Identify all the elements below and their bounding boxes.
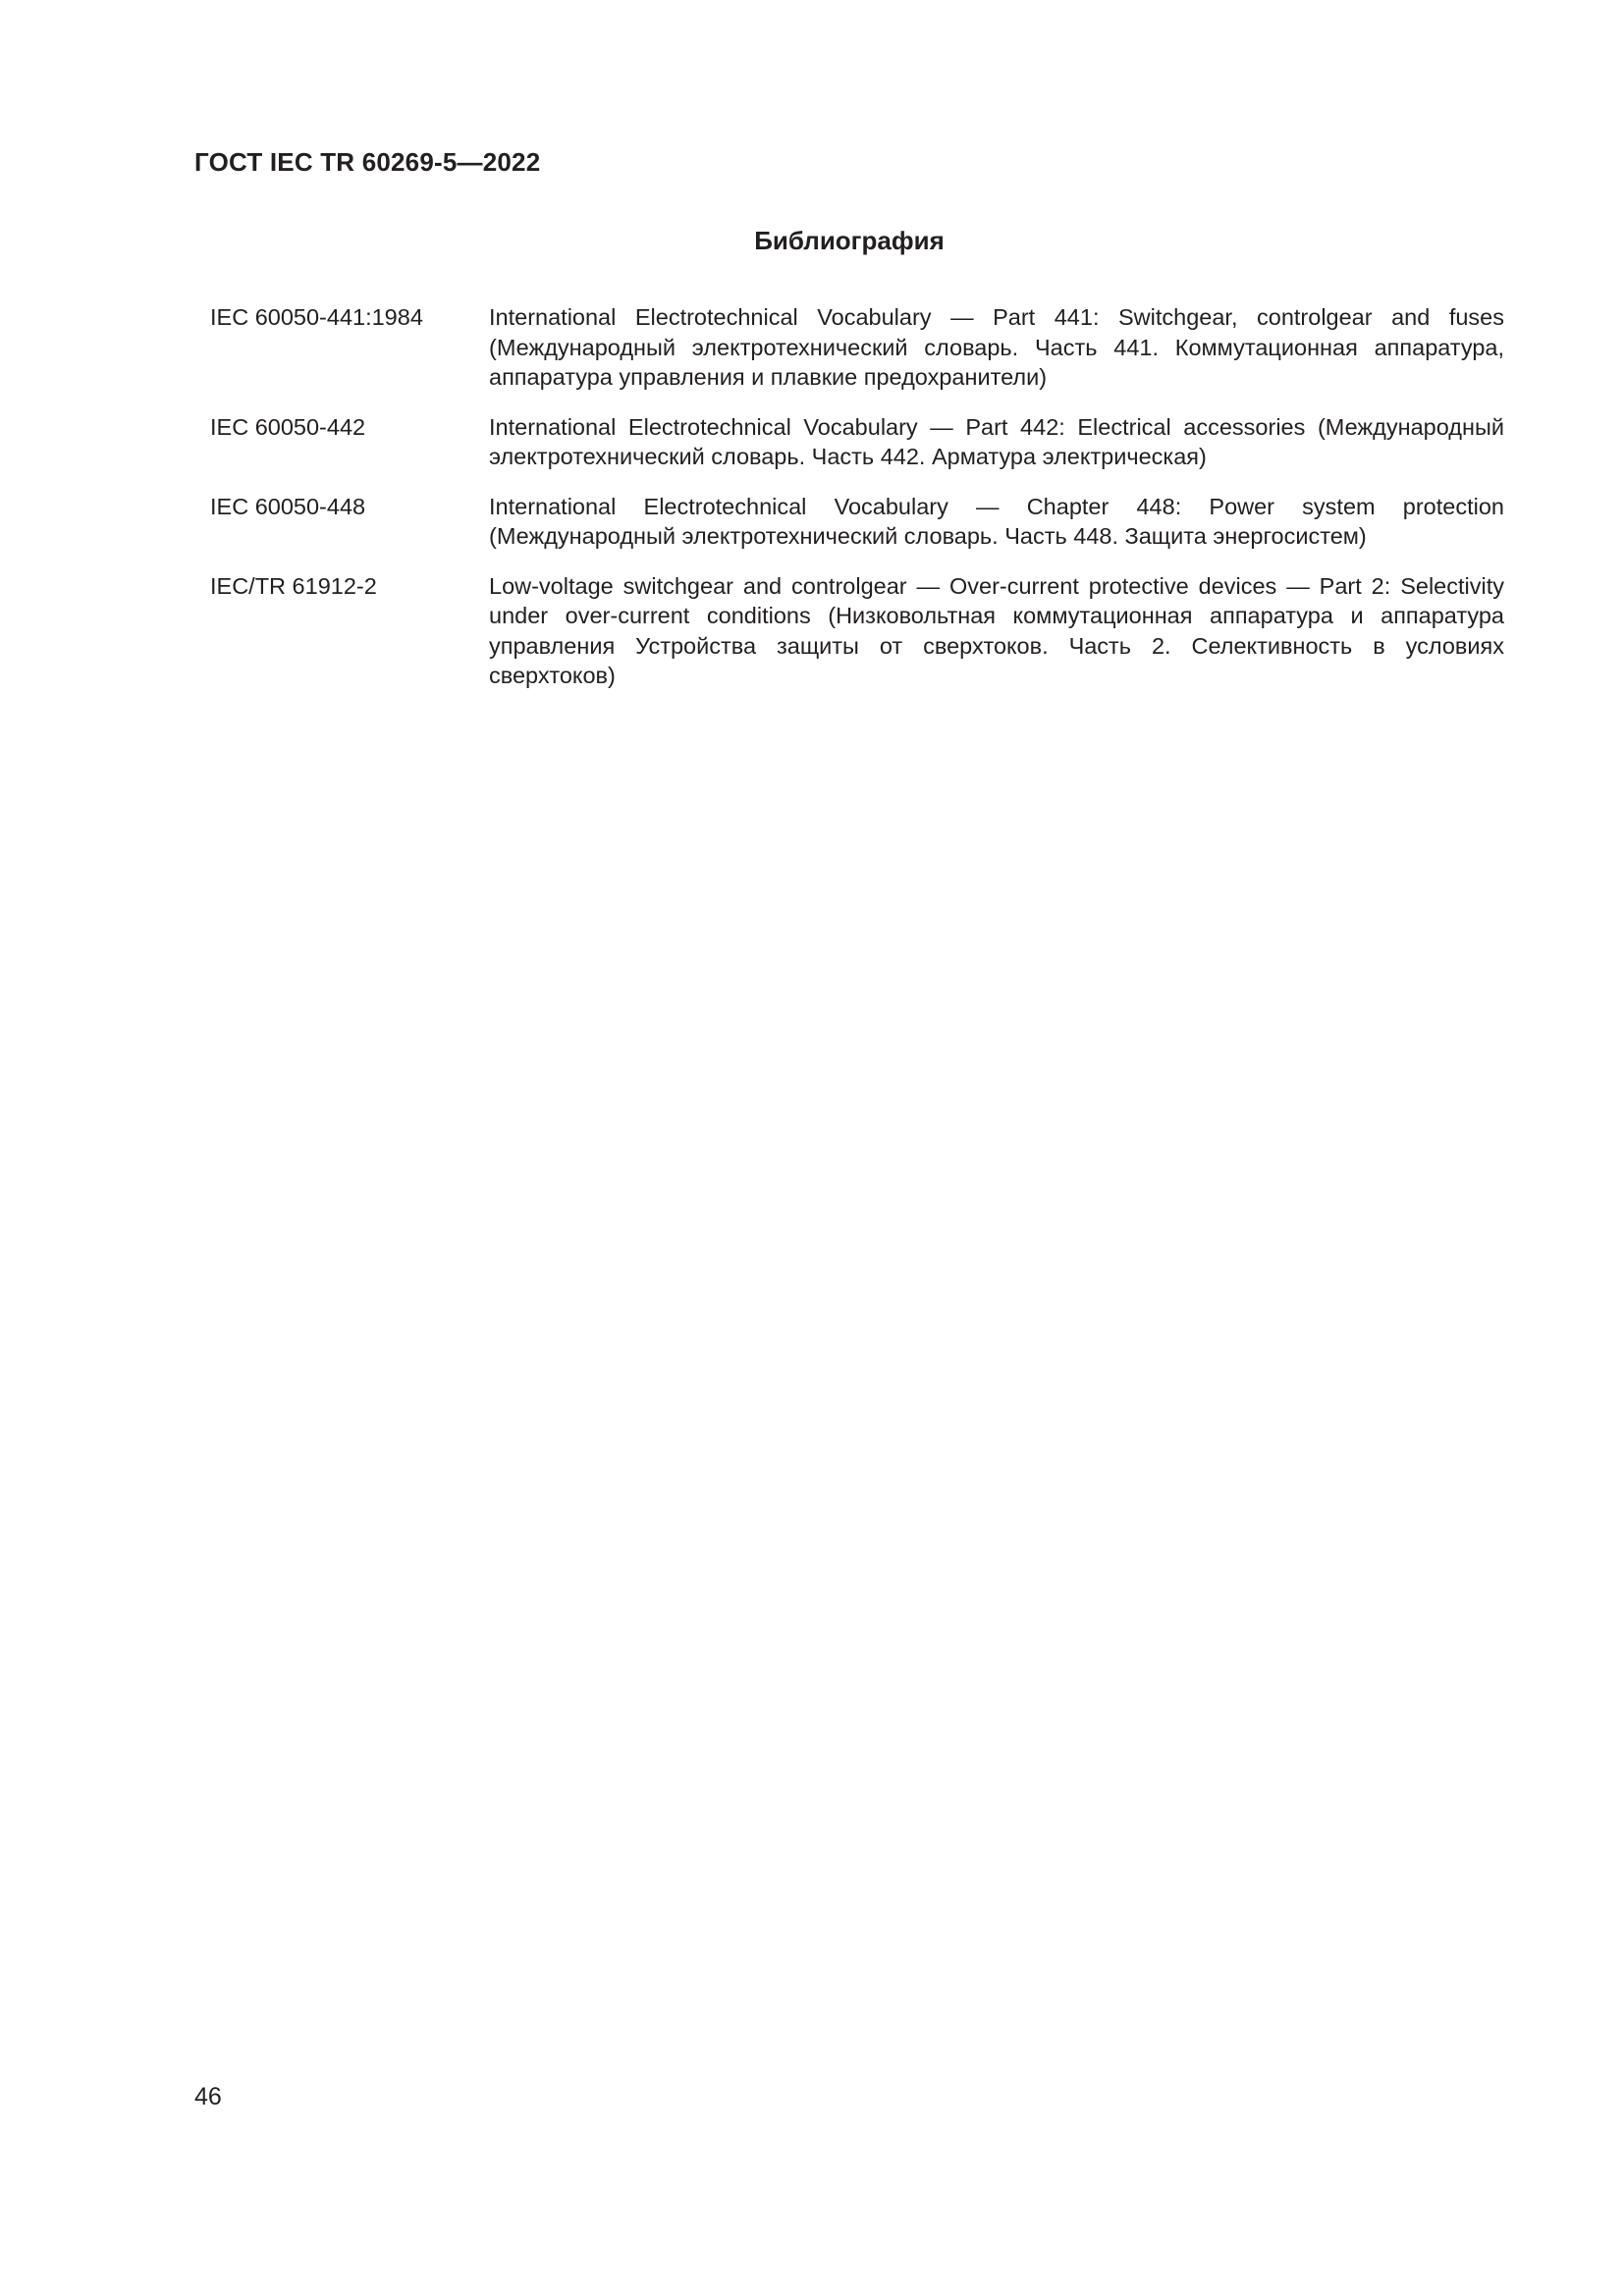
bibliography-entry-code: IEC 60050-448 — [210, 493, 366, 519]
bibliography-entry-text: Low-voltage switchgear and controlgear — Over-current protective devices — Part 2: Selectivity under over-current conditions (Низковольтная коммутационная аппаратура и аппаратура управления Устройства защиты от сверхтоков. Часть 2. Селективность в условиях сверхтоков) — [489, 572, 1504, 688]
section-title-bibliography: Библиография — [754, 226, 945, 255]
bibliography-entry-text: International Electrotechnical Vocabulary — Part 441: Switchgear, controlgear and fuses (Международный электротехнический словарь. Часть 441. Коммутационная аппаратура, аппаратура управления и плавкие предохранители) — [489, 304, 1504, 390]
bibliography-entry-text: International Electrotechnical Vocabulary — Chapter 448: Power system protection (Международный электротехнический словарь. Часть 448. Защита энергосистем) — [489, 493, 1504, 549]
bibliography-entry — [210, 571, 1504, 691]
document-header-standard-id: ГОСТ IEC TR 60269-5—2022 — [194, 147, 541, 177]
bibliography-entry-text: International Electrotechnical Vocabulary — Part 442: Electrical accessories (Международный электротехнический словарь. Часть 442. Арматура электрическая) — [489, 413, 1504, 469]
bibliography-entry — [210, 412, 1504, 472]
page-number: 46 — [194, 2083, 222, 2110]
bibliography-entry-code: IEC 60050-441:1984 — [210, 304, 423, 330]
bibliography-entry — [210, 492, 1504, 552]
bibliography-list — [210, 302, 1504, 711]
bibliography-entry — [210, 302, 1504, 393]
bibliography-entry-code: IEC 60050-442 — [210, 413, 366, 440]
bibliography-entry-code: IEC/TR 61912-2 — [210, 572, 377, 599]
